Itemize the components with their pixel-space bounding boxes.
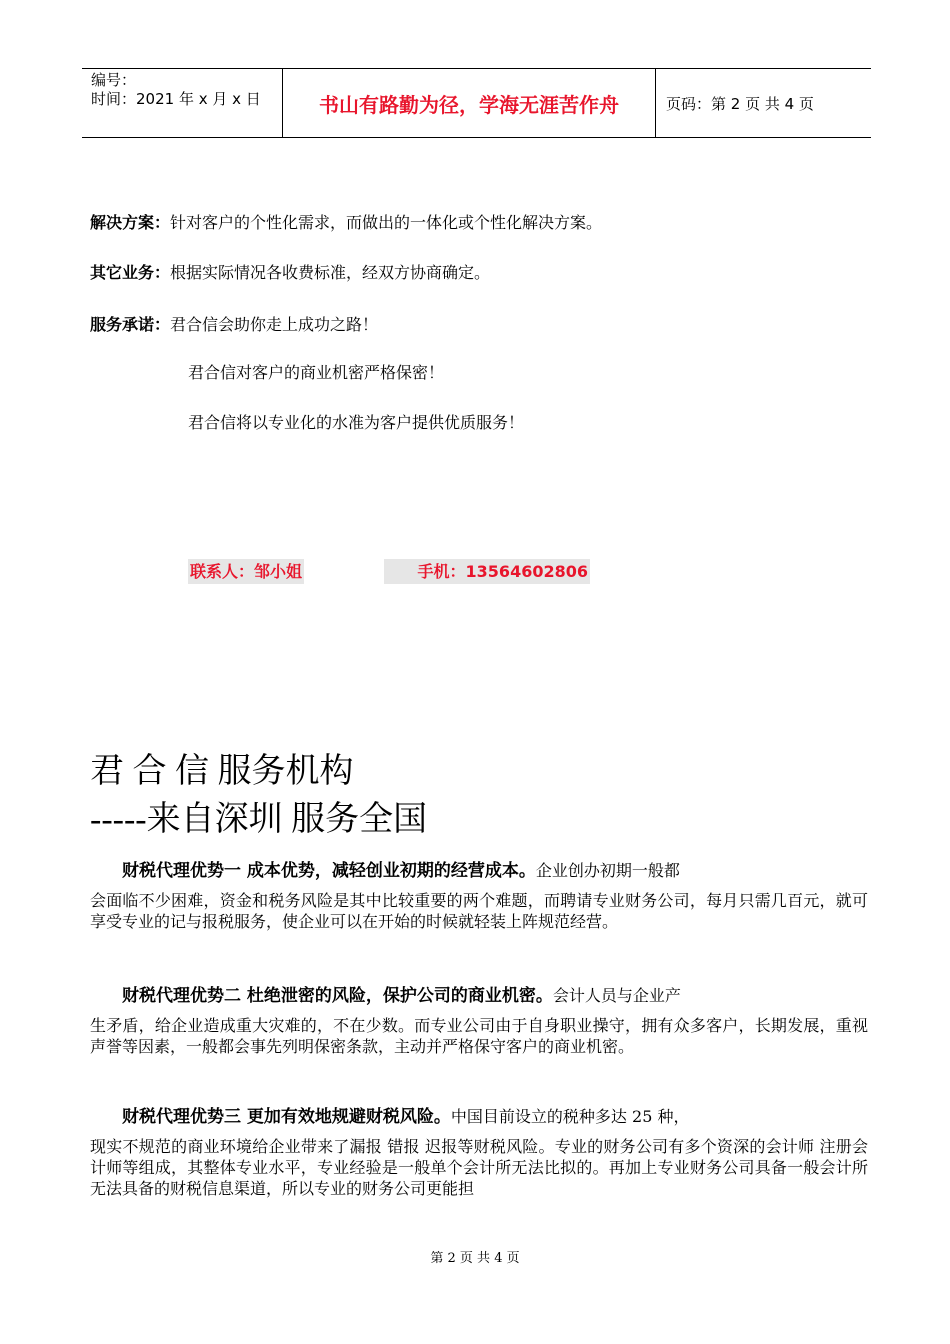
other-text: 根据实际情况各收费标准，经双方协商确定。 xyxy=(170,263,491,282)
number-label: 编号： xyxy=(91,71,137,89)
advantage-first-tail: 会计人员与企业产 xyxy=(552,986,681,1005)
header-page-code: 页码：第 2 页 共 4 页 xyxy=(666,94,814,113)
advantage-body: 现实不规范的商业环境给企业带来了漏报 错报 迟报等财税风险。专业的财务公司有多个资深的会计师 注册会计师等组成，其整体专业水平，专业经验是一般单个会计所无法比拟的。再加上专业财务公司具备一般会计所无法具备的财税信息渠道，所以专业的财务公司更能担 xyxy=(90,1137,868,1198)
contact-person: 联系人：邹小姐 xyxy=(188,559,304,584)
advantage-lead: 财税代理优势三 更加有效地规避财税风险。 xyxy=(122,1107,451,1127)
advantage-first-tail: 中国目前设立的税种多达 25 种， xyxy=(450,1107,690,1126)
other-label: 其它业务： xyxy=(90,263,171,282)
solution-text: 针对客户的个性化需求，而做出的一体化或个性化解决方案。 xyxy=(170,213,603,232)
page-footer: 第 2 页 共 4 页 xyxy=(430,1251,520,1266)
advantage-first-line xyxy=(90,1106,868,1128)
advantage-first-line xyxy=(90,985,868,1007)
solution-label: 解决方案： xyxy=(90,213,171,232)
advantage-lead: 财税代理优势二 杜绝泄密的风险，保护公司的商业机密。 xyxy=(122,986,553,1006)
org-slogan: -----来自深圳 服务全国 xyxy=(90,801,428,838)
promise-row xyxy=(90,314,378,336)
header-motto: 书山有路勤为径，学海无涯苦作舟 xyxy=(319,92,619,117)
other-business-row xyxy=(90,262,490,284)
solution-row xyxy=(90,212,602,234)
advantage-lead: 财税代理优势一 成本优势，减轻创业初期的经营成本。 xyxy=(122,861,536,881)
advantage-first-tail: 企业创办初期一般都 xyxy=(535,861,680,880)
advantage-paragraph xyxy=(90,1106,868,1199)
promise-line: 君合信对客户的商业机密严格保密！ xyxy=(188,363,445,382)
header-info-cell xyxy=(82,69,282,137)
advantage-first-line xyxy=(90,860,868,882)
header-table xyxy=(82,68,871,138)
advantage-body: 生矛盾，给企业造成重大灾难的，不在少数。而专业公司由于自身职业操守，拥有众多客户，长期发展，重视声誉等因素，一般都会事先列明保密条款，主动并严格保守客户的商业机密。 xyxy=(90,1016,868,1056)
advantage-paragraph xyxy=(90,985,868,1057)
contact-gap xyxy=(304,559,384,584)
promise-label: 服务承诺： xyxy=(90,315,171,334)
contact-bar xyxy=(188,559,590,584)
org-title: 君 合 信 服务机构 xyxy=(90,753,354,790)
time-label: 时间：2021 年 x 月 x 日 xyxy=(91,90,261,108)
advantage-paragraph xyxy=(90,860,868,932)
advantage-body: 会面临不少困难，资金和税务风险是其中比较重要的两个难题，而聘请专业财务公司，每月只需几百元，就可享受专业的记与报税服务，使企业可以在开始的时候就轻装上阵规范经营。 xyxy=(90,891,868,931)
promise-line: 君合信将以专业化的水准为客户提供优质服务！ xyxy=(188,413,525,432)
promise-line: 君合信会助你走上成功之路！ xyxy=(170,315,379,334)
contact-phone: 手机：13564602806 xyxy=(384,559,590,584)
